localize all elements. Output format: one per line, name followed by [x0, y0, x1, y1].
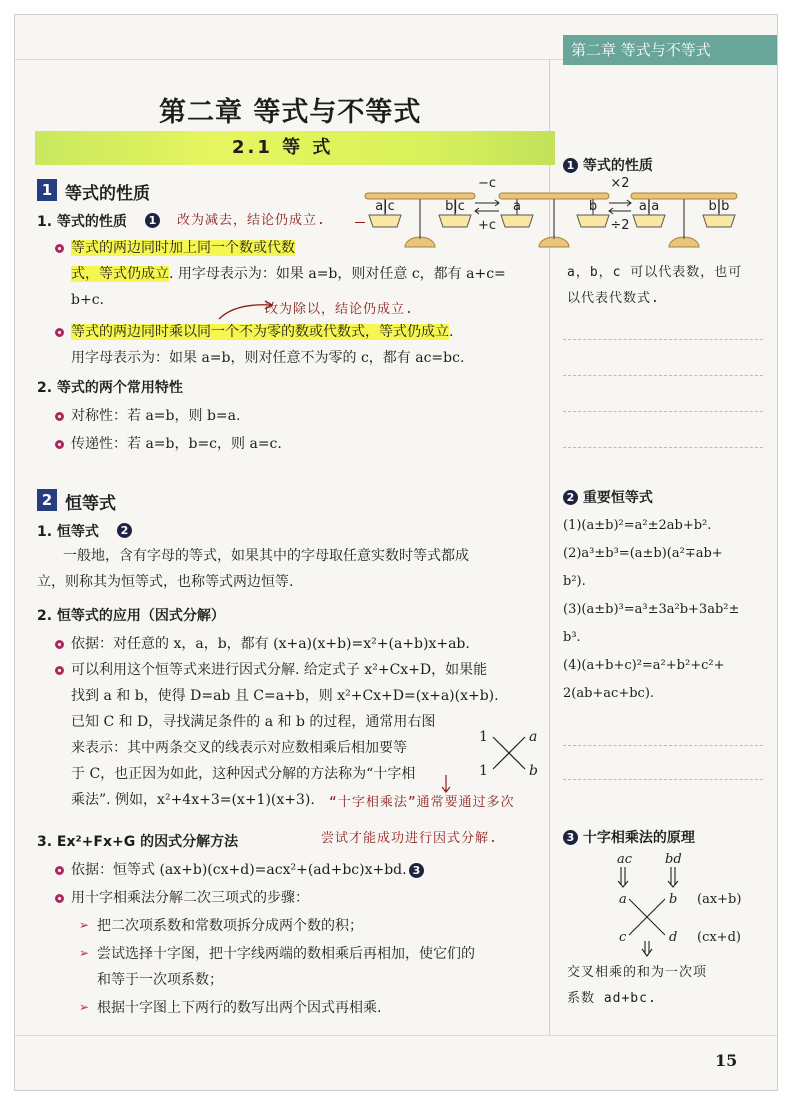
bullet [55, 412, 64, 421]
op-div-2: ÷2 [610, 218, 630, 233]
sub-heading-identity: 1. 恒等式 [37, 524, 99, 540]
highlighted-text: 等式的两边同时乘以同一个不为零的数或代数式，等式仍成立 [71, 324, 449, 340]
handwritten-note-4: 尝试才能成功进行因式分解. [321, 831, 498, 846]
side-note-3-line-1: 交叉相乘的和为一次项 [567, 965, 708, 980]
paragraph-line: 立，则称其为恒等式，也称等式两边恒等. [37, 574, 294, 590]
handwritten-note-3: “十字相乘法”通常要通过多次 [329, 795, 515, 810]
step-arrow-icon: ➢ [79, 1000, 90, 1014]
text-span: . 用字母表示为：如果 a=b，则对任意 c，都有 a+c= [169, 266, 506, 282]
step-2: 尝试选择十字图，把十字线两端的数相乘后再相加，使它们的 [97, 946, 475, 962]
paragraph-line: 来表示：其中两条交叉的线表示对应数相乘后相加要等 [71, 740, 407, 756]
handwritten-note-1: 改为减去，结论仍成立. [177, 213, 326, 228]
step-1: 把二次项系数和常数项拆分成两个数的积； [97, 918, 363, 934]
scale-weight-bb: b|b [708, 199, 730, 214]
side-note-1-line-1: a，b，c 可以代表数，也可 [567, 265, 743, 280]
paragraph-line [71, 263, 506, 285]
scale-weight-b: b [588, 199, 598, 214]
label-c: c [619, 930, 627, 945]
label-bd: bd [665, 852, 682, 867]
paragraph-line: 依据：恒等式 (ax+b)(cx+d)=acx²+(ad+bc)x+bd. [71, 862, 407, 878]
side-note-3-title-text: 十字相乘法的原理 [582, 830, 695, 846]
side-note-3-line-2: 系数 ad+bc. [567, 991, 657, 1006]
paragraph-line: 可以利用这个恒等式来进行因式分解. 给定式子 x²+Cx+D，如果能 [71, 662, 488, 678]
identity-2: (2)a³±b³=(a±b)(a²∓ab+ [563, 546, 723, 561]
bullet [55, 440, 64, 449]
sub-heading-method: 3. Ex²+Fx+G 的因式分解方法 [37, 834, 239, 850]
running-header: 第二章 等式与不等式 [563, 35, 777, 65]
paragraph-line: 于 C，也正因为如此，这种因式分解的方法称为“十字相 [71, 766, 416, 782]
text-span: . [449, 324, 454, 340]
step-arrow-icon: ➢ [79, 946, 90, 960]
textbook-page [14, 14, 778, 1091]
side-note-2-title-text: 重要恒等式 [582, 490, 653, 506]
side-note-marker-3: 3 [409, 863, 424, 878]
sub-heading-properties: 1. 等式的性质 [37, 214, 127, 230]
cross-principle-diagram [577, 849, 757, 959]
op-plus-c: +c [477, 218, 497, 233]
cross-top-left: 1 [479, 729, 488, 745]
label-a: a [619, 892, 627, 907]
factor-1: (ax+b) [697, 892, 742, 907]
side-note-1-title-text: 等式的性质 [582, 158, 653, 174]
bullet [55, 244, 64, 253]
section-heading-identity: 恒等式 [65, 494, 116, 514]
side-note-2-marker: 2 [563, 490, 578, 505]
identity-3-cont: b³. [563, 630, 581, 645]
paragraph-line: 用十字相乘法分解二次三项式的步骤： [71, 890, 309, 906]
scale-weight-a: a [513, 199, 521, 214]
paragraph-line [71, 237, 295, 259]
label-d: d [669, 930, 678, 945]
sub-heading-application: 2. 恒等式的应用（因式分解） [37, 608, 225, 624]
section-title: 2.1 等 式 [232, 137, 334, 158]
handwritten-note-2: 改为除以，结论仍成立. [265, 302, 414, 317]
page-number: 15 [715, 1051, 738, 1070]
side-note-marker-2: 2 [117, 523, 132, 538]
side-note-marker-1: 1 [145, 213, 160, 228]
side-note-1-marker: 1 [563, 158, 578, 173]
paragraph-line: 找到 a 和 b，使得 D=ab 且 C=a+b，则 x²+Cx+D=(x+a)(x+b). [71, 688, 499, 704]
identity-4: (4)(a+b+c)²=a²+b²+c²+ [563, 658, 725, 673]
identity-2-cont: b²). [563, 574, 586, 589]
cross-bottom-right: b [529, 763, 538, 779]
handwritten-arrow [439, 773, 453, 795]
step-3: 根据十字图上下两行的数写出两个因式再相乘. [97, 1000, 382, 1016]
highlighted-text: 等式的两边同时加上同一个数或代数 [71, 240, 295, 256]
cross-top-right: a [529, 729, 538, 745]
cross-multiplication-diagram [475, 723, 545, 783]
balance-scale-figure [361, 173, 741, 249]
scale-weight-aa: a|a [638, 199, 660, 214]
section-number-1: 1 [37, 179, 57, 201]
property-symmetric: 对称性：若 a=b，则 b=a. [71, 408, 241, 424]
side-note-3-title [563, 827, 695, 847]
step-2-cont: 和等于一次项系数； [97, 972, 223, 988]
identity-3: (3)(a±b)³=a³±3a²b+3ab²± [563, 602, 740, 617]
side-note-2-title [563, 487, 653, 507]
paragraph-line: 一般地，含有字母的等式，如果其中的字母取任意实数时等式都成 [63, 548, 469, 564]
chapter-title: 第二章 等式与不等式 [159, 97, 422, 128]
paragraph-line: 已知 C 和 D，寻找满足条件的 a 和 b 的过程，通常用右图 [71, 714, 436, 730]
side-note-3-marker: 3 [563, 830, 578, 845]
paragraph-line: b+c. [71, 292, 104, 308]
cross-bottom-left: 1 [479, 763, 488, 779]
op-minus-c: −c [477, 176, 497, 191]
bullet [55, 640, 64, 649]
factor-2: (cx+d) [697, 930, 741, 945]
bullet [55, 666, 64, 675]
label-ac: ac [617, 852, 633, 867]
section-heading-properties: 等式的性质 [65, 184, 150, 204]
side-note-1-line-2: 以代表代数式. [567, 291, 660, 306]
bullet [55, 894, 64, 903]
paragraph-line: 乘法”. 例如，x²+4x+3=(x+1)(x+3). [71, 792, 315, 808]
scale-weight-bc: b|c [445, 199, 465, 214]
sub-heading-features: 2. 等式的两个常用特性 [37, 380, 183, 396]
identity-1: (1)(a±b)²=a²±2ab+b². [563, 518, 712, 533]
highlighted-text: 式，等式仍成立 [71, 266, 169, 282]
property-transitive: 传递性：若 a=b，b=c，则 a=c. [71, 436, 282, 452]
scale-weight-ac: a|c [375, 199, 395, 214]
side-note-1-title [563, 155, 653, 175]
bullet [55, 866, 64, 875]
paragraph-line: 依据：对任意的 x，a，b，都有 (x+a)(x+b)=x²+(a+b)x+ab. [71, 636, 470, 652]
op-times-2: ×2 [610, 176, 630, 191]
paragraph-line: 用字母表示为：如果 a=b，则对任意不为零的 c，都有 ac=bc. [71, 350, 465, 366]
paragraph-line [71, 321, 453, 343]
section-number-2: 2 [37, 489, 57, 511]
step-arrow-icon: ➢ [79, 918, 90, 932]
identity-4-cont: 2(ab+ac+bc). [563, 686, 655, 701]
bullet [55, 328, 64, 337]
label-b: b [669, 892, 678, 907]
